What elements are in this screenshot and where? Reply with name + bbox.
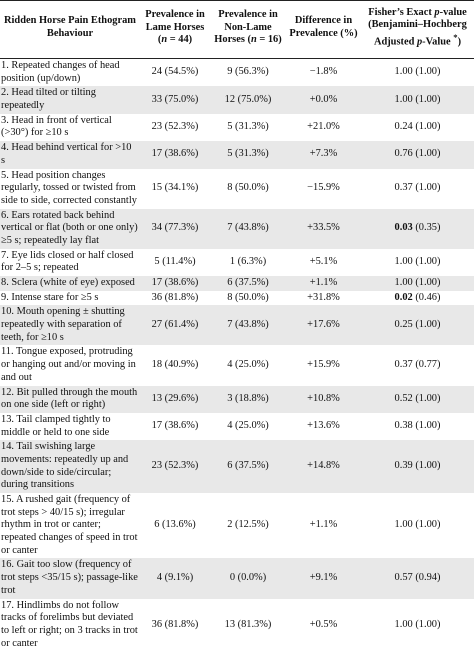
cell-fisher [361, 599, 474, 651]
cell-behaviour: 17. Hindlimbs do not follow tracks of forelimbs but deviated to left or right; on 3 tracks in trot or canter [0, 599, 140, 651]
table-row [0, 305, 474, 345]
cell-difference: +10.8% [286, 386, 361, 413]
cell-lame: 6 (13.6%) [140, 493, 210, 558]
table-row [0, 114, 474, 141]
fisher-p: 0.57 [395, 572, 413, 583]
cell-lame: 36 (81.8%) [140, 599, 210, 651]
cell-difference: +1.1% [286, 493, 361, 558]
cell-lame: 4 (9.1%) [140, 558, 210, 598]
cell-nonlame: 13 (81.3%) [210, 599, 286, 651]
cell-difference: +5.1% [286, 249, 361, 276]
cell-nonlame: 8 (50.0%) [210, 169, 286, 209]
cell-behaviour: 10. Mouth opening ± shutting repeatedly with separation of teeth, for ≥10 s [0, 305, 140, 345]
cell-fisher [361, 209, 474, 249]
table-body [0, 59, 474, 651]
cell-fisher [361, 305, 474, 345]
table-row [0, 558, 474, 598]
cell-behaviour: 16. Gait too slow (frequency of trot steps <35/15 s); passage-like trot [0, 558, 140, 598]
cell-lame: 17 (38.6%) [140, 141, 210, 168]
fisher-p: 0.24 [395, 121, 413, 132]
cell-difference: +17.6% [286, 305, 361, 345]
cell-behaviour: 5. Head position changes regularly, tossed or twisted from side to side, corrected constantly [0, 169, 140, 209]
table-row [0, 440, 474, 493]
cell-lame: 23 (52.3%) [140, 440, 210, 493]
fisher-adjusted: (1.00) [415, 319, 440, 330]
cell-fisher [361, 386, 474, 413]
fisher-p: 0.25 [395, 319, 413, 330]
fisher-p: 1.00 [395, 519, 413, 530]
fisher-adjusted: (0.77) [415, 359, 440, 370]
fisher-p: 0.52 [395, 393, 413, 404]
fisher-p: 1.00 [395, 94, 413, 105]
table-row [0, 141, 474, 168]
cell-lame: 24 (54.5%) [140, 59, 210, 87]
fisher-p: 0.37 [395, 359, 413, 370]
cell-behaviour: 2. Head tilted or tilting repeatedly [0, 86, 140, 113]
cell-behaviour: 8. Sclera (white of eye) exposed [0, 276, 140, 291]
table-row [0, 345, 474, 385]
fisher-p: 0.39 [395, 460, 413, 471]
cell-lame: 17 (38.6%) [140, 276, 210, 291]
cell-fisher [361, 558, 474, 598]
cell-lame: 15 (34.1%) [140, 169, 210, 209]
cell-behaviour: 12. Bit pulled through the mouth on one side (left or right) [0, 386, 140, 413]
cell-fisher [361, 345, 474, 385]
fisher-p: 0.76 [395, 148, 413, 159]
table-header-row [0, 1, 474, 59]
fisher-adjusted: (1.00) [415, 182, 440, 193]
table-row [0, 599, 474, 651]
cell-lame: 18 (40.9%) [140, 345, 210, 385]
table-row [0, 86, 474, 113]
cell-behaviour: 3. Head in front of vertical (>30°) for ≥10 s [0, 114, 140, 141]
header-fisher: Fisher’s Exact p-value (Benjamini–Hochberg Adjusted p-Value *) [361, 1, 474, 59]
cell-behaviour: 14. Tail swishing large movements: repeatedly up and down/side to side/circular; during transitions [0, 440, 140, 493]
fisher-p: 1.00 [395, 66, 413, 77]
cell-nonlame: 5 (31.3%) [210, 114, 286, 141]
cell-nonlame: 0 (0.0%) [210, 558, 286, 598]
cell-lame: 36 (81.8%) [140, 291, 210, 306]
cell-fisher [361, 59, 474, 87]
table-row [0, 413, 474, 440]
cell-nonlame: 12 (75.0%) [210, 86, 286, 113]
fisher-p: 0.03 [395, 222, 413, 233]
cell-nonlame: 4 (25.0%) [210, 345, 286, 385]
cell-fisher [361, 291, 474, 306]
table-row [0, 209, 474, 249]
cell-nonlame: 9 (56.3%) [210, 59, 286, 87]
cell-fisher [361, 276, 474, 291]
cell-difference: −15.9% [286, 169, 361, 209]
cell-difference: +1.1% [286, 276, 361, 291]
fisher-adjusted: (1.00) [415, 619, 440, 630]
cell-lame: 5 (11.4%) [140, 249, 210, 276]
cell-behaviour: 15. A rushed gait (frequency of trot steps > 40/15 s); irregular rhythm in trot or canter; repeated changes of speed in trot or canter [0, 493, 140, 558]
table-row [0, 493, 474, 558]
cell-fisher [361, 141, 474, 168]
cell-difference: +7.3% [286, 141, 361, 168]
cell-nonlame: 4 (25.0%) [210, 413, 286, 440]
cell-nonlame: 8 (50.0%) [210, 291, 286, 306]
cell-nonlame: 5 (31.3%) [210, 141, 286, 168]
cell-nonlame: 1 (6.3%) [210, 249, 286, 276]
cell-difference: +0.0% [286, 86, 361, 113]
cell-fisher [361, 169, 474, 209]
cell-difference: +14.8% [286, 440, 361, 493]
fisher-adjusted: (1.00) [415, 66, 440, 77]
fisher-p: 0.38 [395, 420, 413, 431]
table-row [0, 386, 474, 413]
cell-fisher [361, 440, 474, 493]
cell-behaviour: 13. Tail clamped tightly to middle or held to one side [0, 413, 140, 440]
cell-lame: 27 (61.4%) [140, 305, 210, 345]
cell-lame: 13 (29.6%) [140, 386, 210, 413]
cell-fisher [361, 114, 474, 141]
header-behaviour: Ridden Horse Pain Ethogram Behaviour [0, 1, 140, 59]
fisher-adjusted: (1.00) [415, 256, 440, 267]
table-row [0, 169, 474, 209]
fisher-adjusted: (1.00) [415, 94, 440, 105]
cell-difference: +33.5% [286, 209, 361, 249]
cell-lame: 23 (52.3%) [140, 114, 210, 141]
cell-difference: +15.9% [286, 345, 361, 385]
header-lame: Prevalence in Lame Horses (n = 44) [140, 1, 210, 59]
table-row [0, 249, 474, 276]
header-nonlame: Prevalence in Non-Lame Horses (n = 16) [210, 1, 286, 59]
cell-fisher [361, 493, 474, 558]
fisher-adjusted: (1.00) [415, 148, 440, 159]
cell-nonlame: 7 (43.8%) [210, 209, 286, 249]
fisher-p: 1.00 [395, 256, 413, 267]
fisher-adjusted: (1.00) [415, 121, 440, 132]
cell-behaviour: 9. Intense stare for ≥5 s [0, 291, 140, 306]
fisher-adjusted: (1.00) [415, 420, 440, 431]
cell-behaviour: 6. Ears rotated back behind vertical or flat (both or one only) ≥5 s; repeatedly lay flat [0, 209, 140, 249]
cell-difference: +0.5% [286, 599, 361, 651]
fisher-adjusted: (0.35) [415, 222, 440, 233]
table-row [0, 276, 474, 291]
cell-fisher [361, 413, 474, 440]
cell-behaviour: 7. Eye lids closed or half closed for 2–5 s; repeated [0, 249, 140, 276]
cell-nonlame: 6 (37.5%) [210, 276, 286, 291]
cell-difference: +13.6% [286, 413, 361, 440]
fisher-p: 0.37 [395, 182, 413, 193]
fisher-p: 0.02 [395, 292, 413, 303]
cell-lame: 33 (75.0%) [140, 86, 210, 113]
fisher-adjusted: (1.00) [415, 519, 440, 530]
cell-nonlame: 3 (18.8%) [210, 386, 286, 413]
cell-behaviour: 1. Repeated changes of head position (up/down) [0, 59, 140, 87]
table-row [0, 59, 474, 87]
fisher-p: 1.00 [395, 619, 413, 630]
fisher-adjusted: (0.46) [415, 292, 440, 303]
fisher-adjusted: (1.00) [415, 460, 440, 471]
cell-difference: +31.8% [286, 291, 361, 306]
cell-difference: +9.1% [286, 558, 361, 598]
cell-lame: 17 (38.6%) [140, 413, 210, 440]
fisher-adjusted: (1.00) [415, 277, 440, 288]
cell-fisher [361, 86, 474, 113]
table-row [0, 291, 474, 306]
cell-behaviour: 4. Head behind vertical for >10 s [0, 141, 140, 168]
cell-nonlame: 2 (12.5%) [210, 493, 286, 558]
header-difference: Difference in Prevalence (%) [286, 1, 361, 59]
fisher-p: 1.00 [395, 277, 413, 288]
cell-difference: −1.8% [286, 59, 361, 87]
cell-fisher [361, 249, 474, 276]
cell-nonlame: 7 (43.8%) [210, 305, 286, 345]
fisher-adjusted: (0.94) [415, 572, 440, 583]
cell-difference: +21.0% [286, 114, 361, 141]
cell-behaviour: 11. Tongue exposed, protruding or hanging out and/or moving in and out [0, 345, 140, 385]
fisher-adjusted: (1.00) [415, 393, 440, 404]
cell-lame: 34 (77.3%) [140, 209, 210, 249]
cell-nonlame: 6 (37.5%) [210, 440, 286, 493]
